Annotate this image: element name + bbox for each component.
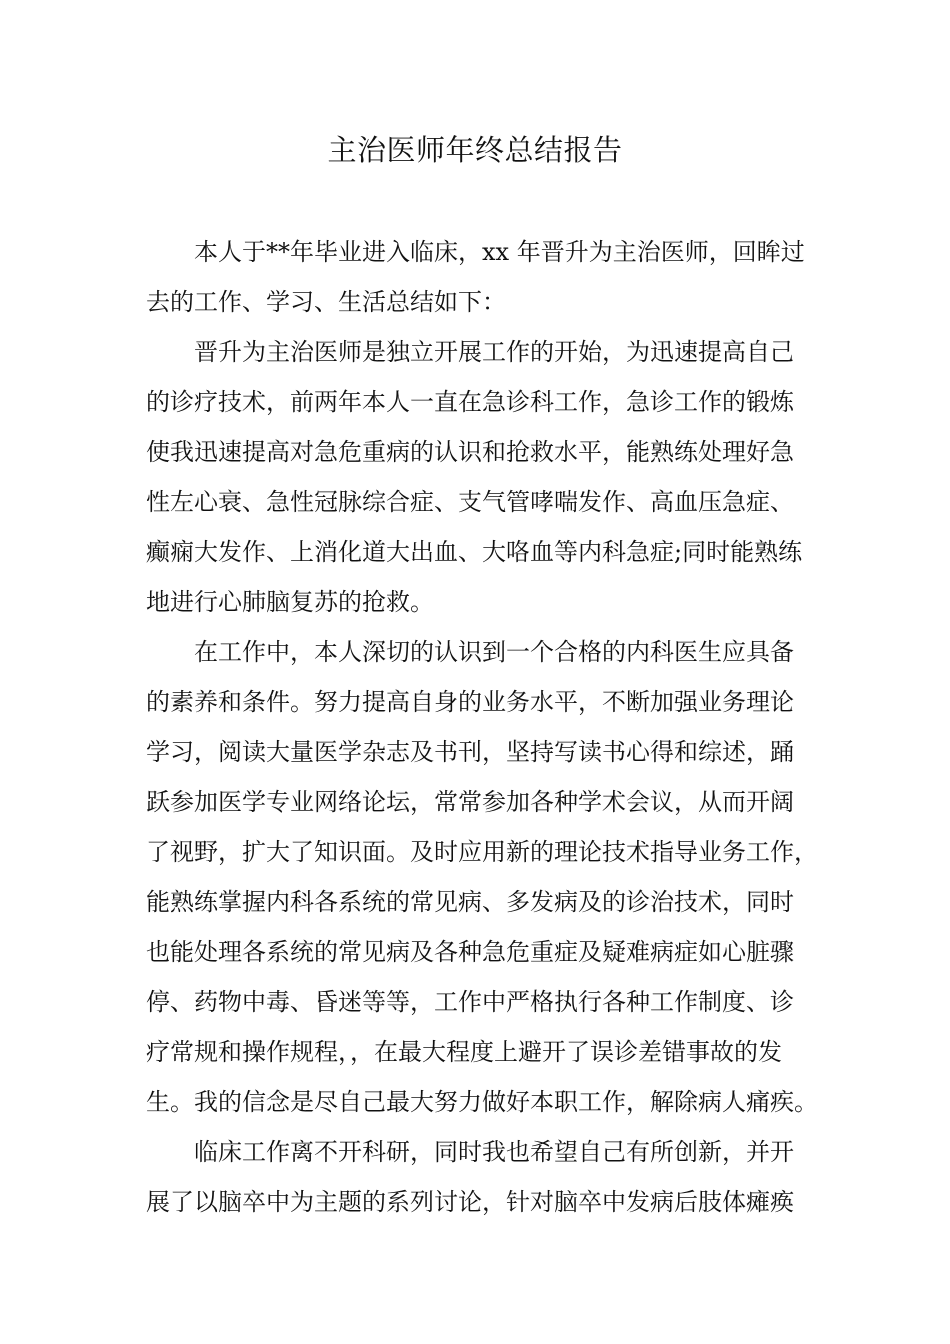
paragraph-line: 了视野，扩大了知识面。及时应用新的理论技术指导业务工作， bbox=[146, 838, 818, 866]
paragraph-first-line: 晋升为主治医师是独立开展工作的开始，为迅速提高自己 bbox=[194, 338, 794, 366]
paragraph-line: 也能处理各系统的常见病及各种急危重症及疑难病症如心脏骤 bbox=[146, 938, 794, 966]
paragraph-line: 跃参加医学专业网络论坛，常常参加各种学术会议，从而开阔 bbox=[146, 788, 794, 816]
document-title: 主治医师年终总结报告 bbox=[327, 133, 623, 167]
paragraph-line: 展了以脑卒中为主题的系列讨论，针对脑卒中发病后肢体瘫痪 bbox=[146, 1188, 794, 1216]
paragraph-line: 的素养和条件。努力提高自身的业务水平，不断加强业务理论 bbox=[146, 688, 794, 716]
paragraph-line: 去的工作、学习、生活总结如下： bbox=[146, 288, 506, 316]
paragraph-first-line: 临床工作离不开科研，同时我也希望自己有所创新，并开 bbox=[194, 1138, 794, 1166]
document-body bbox=[146, 227, 826, 1227]
paragraph-line: 癫痫大发作、上消化道大出血、大咯血等内科急症;同时能熟练 bbox=[146, 538, 803, 566]
paragraph-line: 的诊疗技术，前两年本人一直在急诊科工作，急诊工作的锻炼 bbox=[146, 388, 794, 416]
paragraph-line: 能熟练掌握内科各系统的常见病、多发病及的诊治技术，同时 bbox=[146, 888, 794, 916]
paragraph-line: 疗常规和操作规程，，在最大程度上避开了误诊差错事故的发 bbox=[146, 1038, 782, 1066]
paragraph-line: 地进行心肺脑复苏的抢救。 bbox=[146, 588, 434, 616]
paragraph-line: 学习，阅读大量医学杂志及书刊，坚持写读书心得和综述，踊 bbox=[146, 738, 794, 766]
paragraph-line: 使我迅速提高对急危重病的认识和抢救水平，能熟练处理好急 bbox=[146, 438, 794, 466]
paragraph-line: 生。我的信念是尽自己最大努力做好本职工作，解除病人痛疾。 bbox=[146, 1088, 818, 1116]
paragraph-first-line: 在工作中，本人深切的认识到一个合格的内科医生应具备 bbox=[194, 638, 794, 666]
paragraph-line: 性左心衰、急性冠脉综合症、支气管哮喘发作、高血压急症、 bbox=[146, 488, 794, 516]
paragraph-first-line: 本人于**年毕业进入临床，xx 年晋升为主治医师，回眸过 bbox=[194, 238, 805, 266]
paragraph-line: 停、药物中毒、昏迷等等，工作中严格执行各种工作制度、诊 bbox=[146, 988, 794, 1016]
